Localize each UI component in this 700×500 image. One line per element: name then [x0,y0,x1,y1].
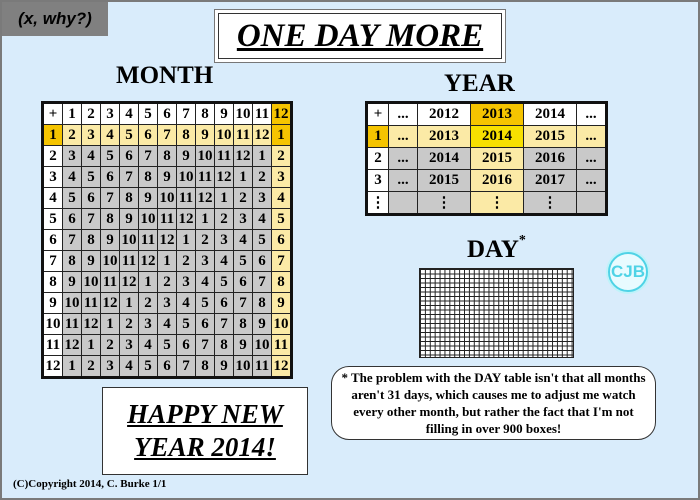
month-header-cell: 12 [272,103,292,125]
month-cell: 1 [253,146,272,167]
page-title: ONE DAY MORE [218,13,502,59]
month-row-header: 8 [43,272,63,293]
month-row-header: 3 [43,167,63,188]
month-cell: 4 [139,335,158,356]
month-cell: 8 [158,146,177,167]
month-cell: 2 [139,293,158,314]
month-cell: 12 [253,125,272,146]
year-cell: 2015 [471,148,524,170]
month-cell: 1 [139,272,158,293]
month-header-cell: 11 [253,103,272,125]
month-cell: 8 [63,251,82,272]
month-cell: 12 [234,146,253,167]
month-row-header: 9 [43,293,63,314]
month-cell: 7 [196,335,215,356]
month-cell: 7 [272,251,292,272]
month-header-cell: 9 [215,103,234,125]
month-cell: 12 [215,167,234,188]
month-cell: 1 [196,209,215,230]
month-cell: 6 [139,125,158,146]
month-header-cell: 8 [196,103,215,125]
month-row [43,356,292,378]
month-cell: 3 [196,251,215,272]
year-cell: ... [389,170,418,192]
month-cell: 6 [158,356,177,378]
month-row [43,251,292,272]
month-cell: 2 [158,272,177,293]
greeting-line-1: HAPPY NEW [127,399,283,429]
month-cell: 7 [139,146,158,167]
month-cell: 11 [253,356,272,378]
month-cell: 5 [101,146,120,167]
month-cell: 11 [215,146,234,167]
month-cell: 10 [63,293,82,314]
month-row [43,146,292,167]
month-cell: 4 [177,293,196,314]
month-cell: 7 [63,230,82,251]
month-cell: 9 [196,125,215,146]
month-cell: 5 [120,125,139,146]
month-cell: 6 [215,293,234,314]
month-cell: 10 [253,335,272,356]
month-row [43,209,292,230]
month-cell: 1 [272,125,292,146]
month-cell: 8 [234,314,253,335]
month-cell: 6 [272,230,292,251]
month-cell: 2 [101,335,120,356]
month-cell: 8 [196,356,215,378]
month-cell: 9 [177,146,196,167]
year-title: YEAR [444,70,515,97]
month-cell: 8 [120,188,139,209]
month-cell: 3 [158,293,177,314]
month-cell: 3 [215,230,234,251]
copyright-text: (C)Copyright 2014, C. Burke 1/1 [13,478,167,490]
month-cell: 5 [139,356,158,378]
month-header-row [43,103,292,125]
year-row-header: 1 [367,126,389,148]
year-cell: ... [389,148,418,170]
month-cell: 5 [234,251,253,272]
month-row-header: 6 [43,230,63,251]
year-cell: 2014 [418,148,471,170]
month-cell: 9 [215,356,234,378]
month-cell: 10 [120,230,139,251]
month-corner-cell: + [43,103,63,125]
month-cell: 10 [272,314,292,335]
month-cell: 3 [139,314,158,335]
month-row-header: 5 [43,209,63,230]
month-row-header: 1 [43,125,63,146]
month-cell: 5 [82,167,101,188]
month-cell: 8 [253,293,272,314]
month-cell: 2 [82,356,101,378]
month-cell: 11 [177,188,196,209]
month-cell: 2 [253,167,272,188]
month-title: MONTH [116,62,214,89]
year-table [365,101,608,216]
month-cell: 2 [272,146,292,167]
corner-tag: (x, why?) [2,2,108,36]
month-cell: 11 [63,314,82,335]
month-cell: 5 [196,293,215,314]
year-header-cell: 2013 [471,103,524,126]
month-cell: 9 [120,209,139,230]
year-cell: 2016 [524,148,577,170]
month-cell: 6 [101,167,120,188]
month-cell: 8 [272,272,292,293]
month-cell: 9 [158,167,177,188]
year-cell: ... [389,126,418,148]
year-header-cell: ... [389,103,418,126]
month-cell: 10 [158,188,177,209]
month-cell: 11 [272,335,292,356]
month-cell: 7 [253,272,272,293]
month-cell: 9 [234,335,253,356]
month-cell: 5 [215,272,234,293]
month-cell: 10 [215,125,234,146]
month-row [43,230,292,251]
month-cell: 11 [196,167,215,188]
month-cell: 1 [177,230,196,251]
month-cell: 6 [120,146,139,167]
month-cell: 10 [234,356,253,378]
month-cell: 7 [177,356,196,378]
month-row-header: 4 [43,188,63,209]
month-cell: 1 [63,356,82,378]
year-cell: 2015 [524,126,577,148]
month-cell: 12 [101,293,120,314]
day-title-text: DAY [467,236,519,263]
month-header-cell: 5 [139,103,158,125]
month-cell: 4 [234,230,253,251]
month-row [43,272,292,293]
month-cell: 10 [196,146,215,167]
month-cell: 3 [63,146,82,167]
month-cell: 11 [139,230,158,251]
month-header-cell: 10 [234,103,253,125]
month-cell: 1 [215,188,234,209]
month-cell: 11 [158,209,177,230]
year-row [367,170,607,192]
year-header-row [367,103,607,126]
month-cell: 6 [82,188,101,209]
month-header-cell: 7 [177,103,196,125]
month-cell: 9 [63,272,82,293]
month-cell: 3 [253,188,272,209]
month-cell: 4 [215,251,234,272]
month-cell: 9 [253,314,272,335]
month-cell: 3 [272,167,292,188]
year-cell [389,192,418,215]
year-header-cell: 2014 [524,103,577,126]
month-cell: 7 [120,167,139,188]
month-cell: 11 [234,125,253,146]
month-cell: 12 [196,188,215,209]
month-row [43,188,292,209]
month-cell: 8 [215,335,234,356]
year-header-cell: 2012 [418,103,471,126]
month-cell: 10 [101,251,120,272]
year-row [367,192,607,215]
month-cell: 5 [158,335,177,356]
cjb-logo: CJB [608,252,648,292]
month-cell: 9 [139,188,158,209]
month-cell: 10 [139,209,158,230]
month-row-header: 11 [43,335,63,356]
month-cell: 4 [63,167,82,188]
year-row [367,148,607,170]
year-cell: 2015 [418,170,471,192]
year-row-header: ⋮ [367,192,389,215]
month-cell: 1 [101,314,120,335]
month-cell: 12 [177,209,196,230]
year-corner-cell: + [367,103,389,126]
month-cell: 4 [253,209,272,230]
month-cell: 9 [82,251,101,272]
year-cell: 2013 [418,126,471,148]
month-row [43,167,292,188]
month-cell: 3 [177,272,196,293]
month-cell: 4 [82,146,101,167]
month-cell: 7 [158,125,177,146]
month-cell: 1 [120,293,139,314]
month-cell: 10 [177,167,196,188]
month-cell: 1 [158,251,177,272]
month-cell: 8 [139,167,158,188]
month-cell: 10 [82,272,101,293]
month-cell: 12 [120,272,139,293]
month-cell: 9 [101,230,120,251]
month-cell: 4 [158,314,177,335]
month-cell: 11 [120,251,139,272]
month-cell: 11 [82,293,101,314]
month-header-cell: 6 [158,103,177,125]
month-cell: 3 [82,125,101,146]
month-cell: 8 [101,209,120,230]
month-cell: 12 [158,230,177,251]
month-cell: 7 [101,188,120,209]
month-cell: 3 [101,356,120,378]
month-cell: 12 [272,356,292,378]
month-header-cell: 1 [63,103,82,125]
year-cell: ⋮ [471,192,524,215]
month-row-header: 7 [43,251,63,272]
month-cell: 8 [82,230,101,251]
month-cell: 7 [215,314,234,335]
month-cell: 2 [196,230,215,251]
year-cell: ... [577,126,607,148]
year-cell: ... [577,170,607,192]
month-cell: 2 [120,314,139,335]
year-cell: 2014 [471,126,524,148]
month-cell: 2 [63,125,82,146]
month-cell: 5 [272,209,292,230]
month-row [43,335,292,356]
month-cell: 6 [196,314,215,335]
month-cell: 12 [139,251,158,272]
month-cell: 6 [234,272,253,293]
month-row-header: 10 [43,314,63,335]
day-table-grid [419,268,574,358]
month-cell: 3 [120,335,139,356]
year-cell [577,192,607,215]
month-cell: 6 [253,251,272,272]
year-cell: ⋮ [524,192,577,215]
month-cell: 4 [120,356,139,378]
month-header-cell: 4 [120,103,139,125]
month-cell: 4 [101,125,120,146]
greeting-line-2: YEAR 2014! [134,432,276,462]
month-header-cell: 2 [82,103,101,125]
month-header-cell: 3 [101,103,120,125]
month-cell: 5 [177,314,196,335]
month-row-header: 12 [43,356,63,378]
greeting-box [102,387,308,475]
year-cell: 2016 [471,170,524,192]
month-cell: 8 [177,125,196,146]
month-cell: 7 [82,209,101,230]
month-cell: 2 [234,188,253,209]
month-table [41,101,293,379]
year-cell: ... [577,148,607,170]
month-cell: 12 [82,314,101,335]
month-cell: 4 [196,272,215,293]
month-cell: 2 [215,209,234,230]
month-cell: 1 [82,335,101,356]
day-title [467,233,526,264]
year-row-header: 3 [367,170,389,192]
month-cell: 7 [234,293,253,314]
month-row [43,293,292,314]
month-row [43,125,292,146]
month-cell: 1 [234,167,253,188]
month-row [43,314,292,335]
year-row [367,126,607,148]
month-cell: 11 [101,272,120,293]
month-cell: 5 [63,188,82,209]
year-row-header: 2 [367,148,389,170]
month-cell: 6 [177,335,196,356]
month-cell: 2 [177,251,196,272]
footnote-callout: * The problem with the DAY table isn't that all months aren't 31 days, which causes me to adjust me watch every other month, but rather the fact that I'm not filling in over 900 boxes! [331,366,656,440]
month-cell: 4 [272,188,292,209]
year-cell: 2017 [524,170,577,192]
day-footnote-mark: * [518,233,526,248]
month-cell: 12 [63,335,82,356]
year-cell: ⋮ [418,192,471,215]
month-cell: 3 [234,209,253,230]
month-row-header: 2 [43,146,63,167]
month-cell: 6 [63,209,82,230]
month-cell: 9 [272,293,292,314]
month-cell: 5 [253,230,272,251]
year-header-cell: ... [577,103,607,126]
